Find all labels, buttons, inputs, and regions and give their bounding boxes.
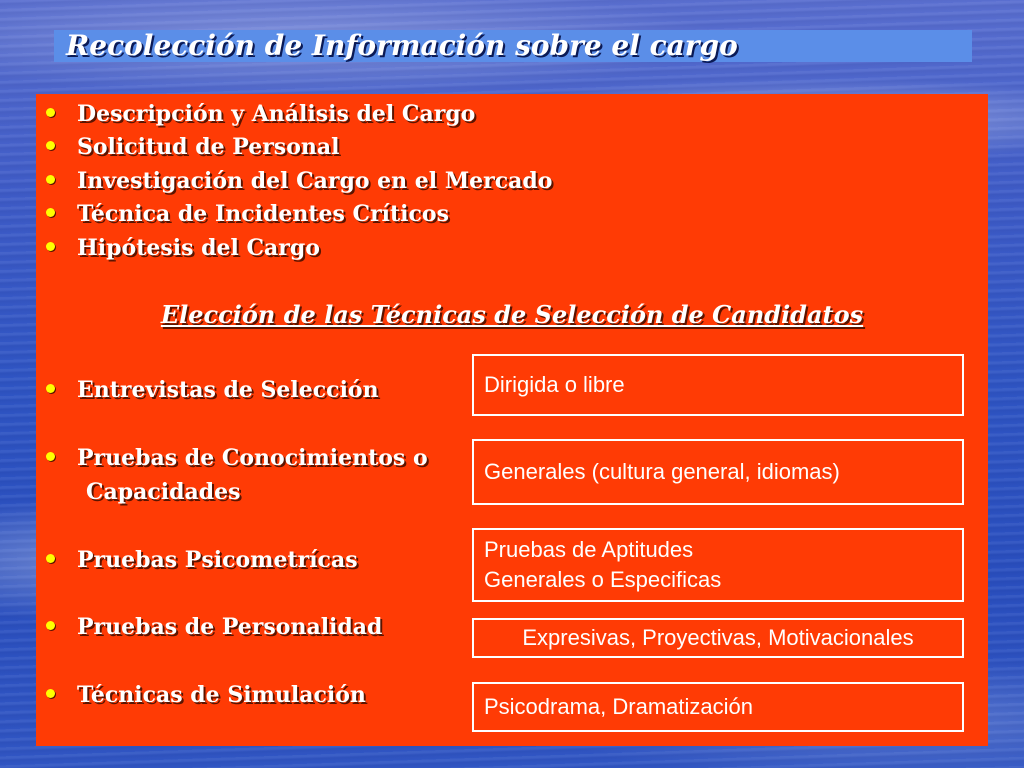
info-item [46, 231, 320, 265]
technique-item [46, 610, 382, 644]
bullet-icon [46, 384, 55, 393]
bullet-icon [46, 621, 55, 630]
info-item [46, 97, 475, 131]
technique-item [46, 373, 379, 407]
technique-label: Pruebas de Personalidad [77, 614, 383, 640]
technique-label: Técnicas de Simulación [77, 682, 366, 708]
info-item [46, 130, 339, 164]
bullet-icon [46, 452, 55, 461]
info-item-label: Descripción y Análisis del Cargo [77, 101, 476, 127]
content-panel [36, 94, 988, 746]
info-item-label: Hipótesis del Cargo [77, 235, 320, 261]
technique-label: Pruebas de Conocimientos o [77, 445, 428, 471]
technique-detail: Generales (cultura general, idiomas) [484, 459, 840, 484]
slide-title: Recolección de Información sobre el cargo [66, 29, 738, 62]
technique-detail: Dirigida o libre [484, 372, 625, 397]
technique-item [46, 441, 428, 475]
technique-item [46, 543, 358, 577]
bullet-icon [46, 689, 55, 698]
info-item-label: Técnica de Incidentes Críticos [77, 201, 449, 227]
technique-label-continued: Capacidades [86, 479, 241, 505]
technique-detail-box [472, 354, 964, 416]
section-subtitle: Elección de las Técnicas de Selección de Candidatos [160, 300, 864, 329]
technique-label: Entrevistas de Selección [77, 377, 379, 403]
bullet-icon [46, 108, 55, 117]
technique-detail-box [472, 528, 964, 602]
bullet-icon [46, 175, 55, 184]
bullet-icon [46, 208, 55, 217]
info-item [46, 164, 552, 198]
bullet-icon [46, 141, 55, 150]
info-item [46, 197, 449, 231]
title-bar [54, 30, 972, 62]
technique-detail-box [472, 439, 964, 505]
technique-item [46, 678, 366, 712]
technique-detail: Pruebas de Aptitudes [484, 537, 694, 562]
technique-detail-continued: Generales o Especificas [484, 567, 722, 592]
technique-detail: Expresivas, Proyectivas, Motivacionales [522, 625, 914, 650]
technique-detail-box [472, 618, 964, 658]
technique-detail-box [472, 682, 964, 732]
info-item-label: Investigación del Cargo en el Mercado [77, 168, 553, 194]
info-item-label: Solicitud de Personal [77, 134, 340, 160]
technique-detail: Psicodrama, Dramatización [484, 694, 753, 719]
bullet-icon [46, 242, 55, 251]
bullet-icon [46, 554, 55, 563]
technique-label: Pruebas Psicometrícas [77, 547, 358, 573]
